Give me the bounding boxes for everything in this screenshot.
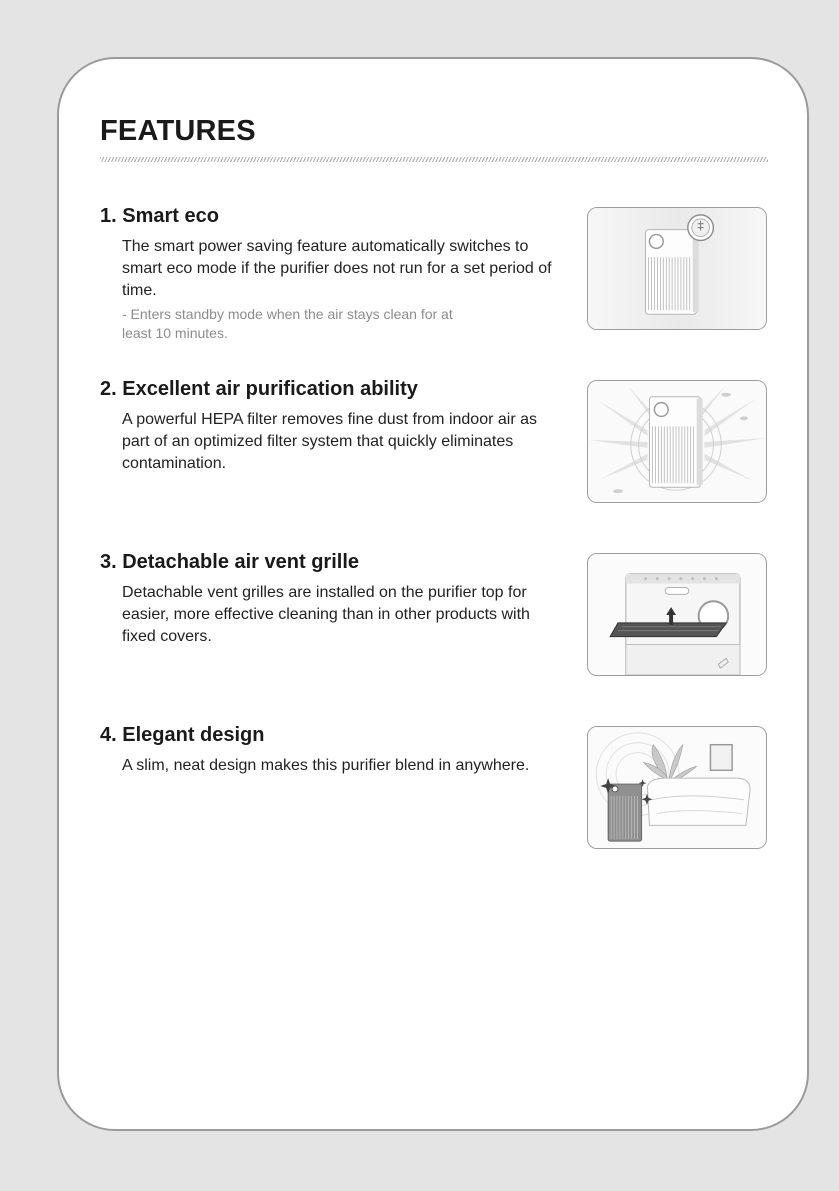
airflow-icon — [588, 381, 766, 502]
feature-smart-eco — [100, 204, 560, 343]
feature-description: A slim, neat design makes this purifier blend in anywhere. — [122, 757, 530, 774]
feature-elegant-design — [100, 723, 560, 777]
grille-icon — [588, 554, 766, 675]
feature-air-purification — [100, 377, 560, 475]
purifier-eco-icon — [588, 208, 766, 329]
page-title: FEATURES — [100, 115, 256, 147]
living-room-design-illustration — [587, 726, 767, 849]
feature-description: A powerful HEPA filter removes fine dust from indoor air as part of an optimized filter system that quickly eliminates contamination. — [122, 411, 537, 472]
air-purifier-airflow-illustration — [587, 380, 767, 503]
detachable-grille-illustration — [587, 553, 767, 676]
title-divider — [100, 157, 768, 162]
feature-note: - Enters standby mode when the air stays clean for at least 10 minutes. — [122, 306, 453, 341]
feature-heading: 1. Smart eco — [100, 205, 219, 227]
feature-description: Detachable vent grilles are installed on the purifier top for easier, more effective cleaning than in other products with fixed covers. — [122, 584, 530, 645]
feature-description: The smart power saving feature automatically switches to smart eco mode if the purifier does not run for a set period of time. — [122, 238, 552, 299]
feature-heading: 4. Elegant design — [100, 724, 265, 746]
air-purifier-eco-illustration — [587, 207, 767, 330]
feature-detachable-grille — [100, 550, 560, 648]
feature-heading: 3. Detachable air vent grille — [100, 551, 359, 573]
feature-heading: 2. Excellent air purification ability — [100, 378, 418, 400]
living-room-icon — [588, 727, 766, 848]
